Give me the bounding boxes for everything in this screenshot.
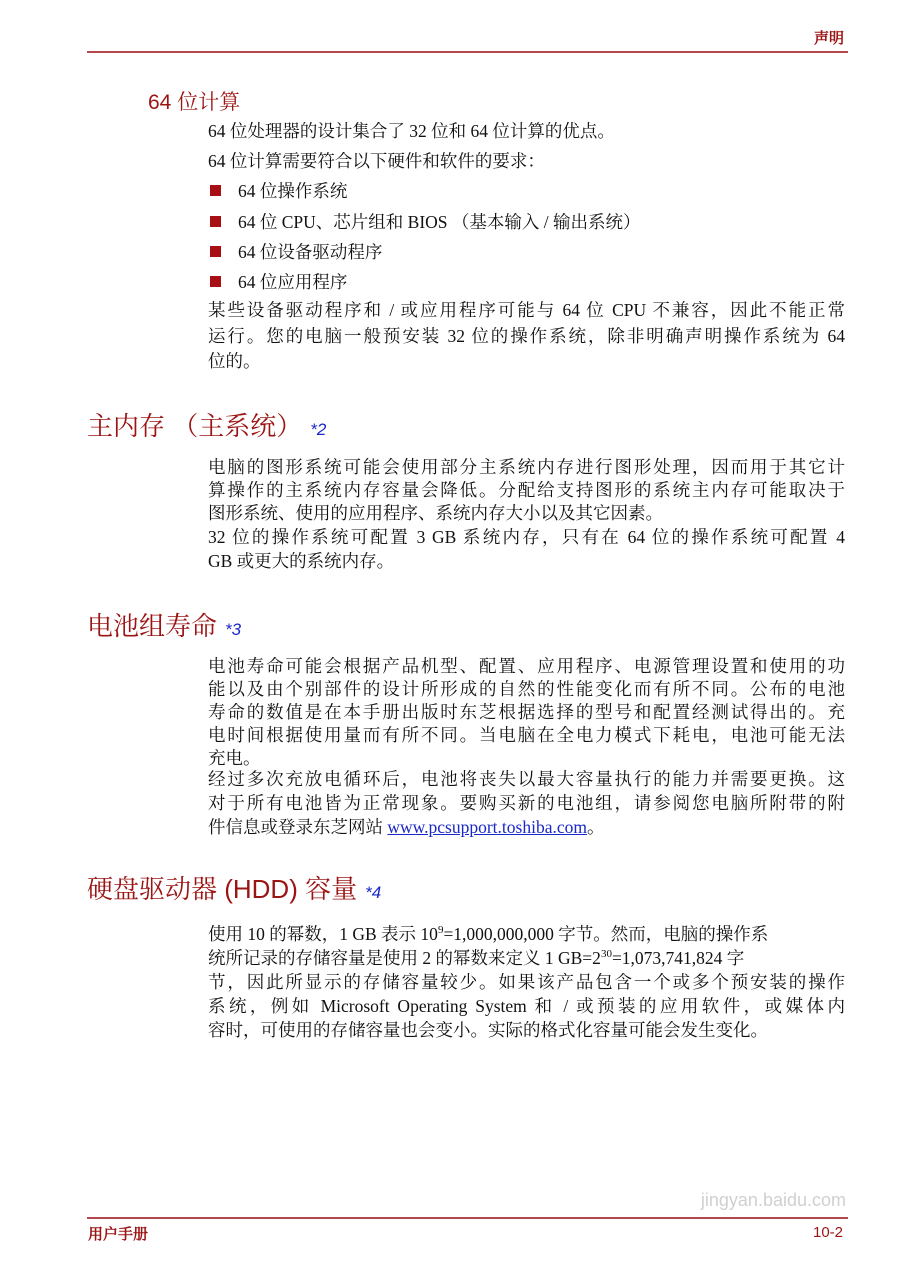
header-title: 声明 xyxy=(814,30,845,47)
bullet-icon xyxy=(210,246,221,257)
paragraph-line: 某些设备驱动程序和 / 或应用程序可能与 64 位 CPU 不兼容，因此不能正常 xyxy=(208,300,845,320)
bullet-icon xyxy=(210,216,221,227)
header-rule xyxy=(87,51,848,53)
section-heading-64bit: 64 位计算 xyxy=(148,91,241,114)
paragraph-line: 算操作的主系统内存容量会降低。分配给支持图形的系统主内存可能取决于 xyxy=(208,480,845,500)
paragraph-line: 电池寿命可能会根据产品机型、配置、应用程序、电源管理设置和使用的功 xyxy=(208,656,845,676)
baidu-watermark-url: jingyan.baidu.com xyxy=(700,1190,846,1210)
paragraph: 64 位处理器的设计集合了 32 位和 64 位计算的优点。 xyxy=(208,121,615,141)
paragraph-line: 寿命的数值是在本手册出版时东芝根据选择的型号和配置经测试得出的。充 xyxy=(208,702,845,722)
paragraph-line: 使用 10 的幂数，1 GB 表示 $10^9=1,000,000,000$ 字节。然而，电脑的操作系 xyxy=(208,924,769,944)
section-heading-main-memory: 主内存 （主系统） *2 xyxy=(87,411,327,441)
paragraph-line: 统所记录的存储容量是使用 2 的幂数来定义 1 $GB=2^{30}=1,073,741,824$ 字 xyxy=(208,948,745,968)
paragraph-line: 充电。 xyxy=(208,748,261,768)
section-heading-hdd: 硬盘驱动器 (HDD) 容量 *4 xyxy=(87,874,382,904)
toshiba-support-link[interactable]: www.pcsupport.toshiba.com xyxy=(387,817,587,837)
paragraph-line: 节，因此所显示的存储容量较少。如果该产品包含一个或多个预安装的操作 xyxy=(208,972,845,992)
section-heading-battery: 电池组寿命 *3 xyxy=(87,611,242,641)
footer-title: 用户手册 xyxy=(88,1226,149,1243)
paragraph-line: 能以及由个别部件的设计所形成的自然的性能变化而有所不同。公布的电池 xyxy=(208,679,845,699)
paragraph-line: 电脑的图形系统可能会使用部分主系统内存进行图形处理，因而用于其它计 xyxy=(208,457,845,477)
footnote-ref[interactable]: *2 xyxy=(310,420,327,439)
footer-rule xyxy=(87,1217,848,1219)
page-number: 10-2 xyxy=(813,1224,844,1241)
bullet-icon xyxy=(210,276,221,287)
paragraph-line: 图形系统、使用的应用程序、系统内存大小以及其它因素。 xyxy=(208,503,663,523)
paragraph-line: 容时，可使用的存储容量也会变小。实际的格式化容量可能会发生变化。 xyxy=(208,1020,768,1040)
paragraph-line: 运行。您的电脑一般预安装 32 位的操作系统，除非明确声明操作系统为 64 xyxy=(208,326,845,346)
list-item: 64 位操作系统 xyxy=(210,180,347,202)
paragraph-line: 经过多次充放电循环后，电池将丧失以最大容量执行的能力并需要更换。这 xyxy=(208,769,845,789)
paragraph-line: 件信息或登录东芝网站 www.pcsupport.toshiba.com。 xyxy=(208,817,605,837)
paragraph-line: GB 或更大的系统内存。 xyxy=(208,551,395,571)
paragraph-line: 32 位的操作系统可配置 3 GB 系统内存，只有在 64 位的操作系统可配置 4 xyxy=(208,527,845,547)
paragraph-line: 位的。 xyxy=(208,351,261,371)
paragraph-line: 系统，例如 Microsoft Operating System 和 / 或预装的应用软件，或媒体内 xyxy=(208,996,845,1016)
list-item: 64 位 CPU、芯片组和 BIOS （基本输入 / 输出系统） xyxy=(210,211,641,233)
paragraph-line: 电时间根据使用量而有所不同。当电脑在全电力模式下耗电，电池可能无法 xyxy=(208,725,845,745)
bullet-icon xyxy=(210,185,221,196)
list-item: 64 位应用程序 xyxy=(210,271,347,293)
paragraph: 64 位计算需要符合以下硬件和软件的要求： xyxy=(208,151,545,171)
footnote-ref[interactable]: *3 xyxy=(225,620,242,639)
paragraph-line: 对于所有电池皆为正常现象。要购买新的电池组，请参阅您电脑所附带的附 xyxy=(208,793,845,813)
footnote-ref[interactable]: *4 xyxy=(365,883,382,902)
list-item: 64 位设备驱动程序 xyxy=(210,241,382,263)
